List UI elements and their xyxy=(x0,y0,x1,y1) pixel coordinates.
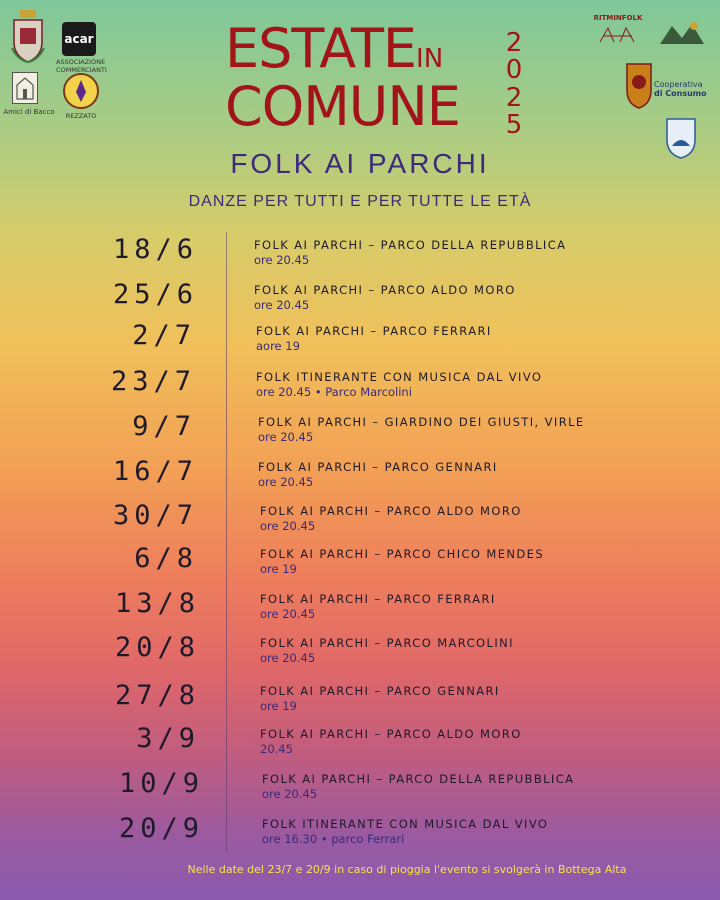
cooperativa-line2: di Consumo xyxy=(654,89,707,98)
event-title: FOLK AI PARCHI – PARCO MARCOLINI xyxy=(260,636,514,650)
main-title xyxy=(225,17,460,138)
event-date: 10/9 xyxy=(118,768,204,799)
event-date: 13/8 xyxy=(114,588,200,619)
event-title: FOLK AI PARCHI – PARCO FERRARI xyxy=(256,324,492,338)
amici-di-bacco-logo xyxy=(12,72,38,104)
event-date: 30/7 xyxy=(112,500,198,531)
crest-badge-logo xyxy=(624,60,654,110)
amici-di-bacco-label: Amici di Bacco xyxy=(3,108,55,116)
event-date: 3/9 xyxy=(136,723,200,754)
event-time: ore 20.45 xyxy=(258,430,314,444)
event-title: FOLK AI PARCHI – PARCO DELLA REPUBBLICA xyxy=(262,772,575,786)
acar-logo: acar xyxy=(62,22,96,56)
cooperativa-line1: Cooperativa xyxy=(654,80,703,89)
event-time: 20.45 xyxy=(260,742,293,756)
tagline: DANZE PER TUTTI E PER TUTTE LE ETÀ xyxy=(188,193,532,210)
event-time: ore 20.45 • Parco Marcolini xyxy=(256,385,412,399)
associazione-logo xyxy=(654,16,710,48)
event-time: aore 19 xyxy=(256,339,300,353)
divider-line xyxy=(226,232,227,852)
cooperativa-logo xyxy=(654,80,710,98)
event-title: FOLK ITINERANTE CON MUSICA DAL VIVO xyxy=(262,817,549,831)
event-time: ore 20.45 xyxy=(260,651,316,665)
rezzato-label: REZZATO xyxy=(65,112,97,120)
year-digit: 0 xyxy=(505,55,523,86)
scout-emblem-logo xyxy=(62,72,100,110)
year-digit: 5 xyxy=(505,109,523,140)
year-digit: 2 xyxy=(505,82,523,113)
event-date: 16/7 xyxy=(112,456,198,487)
event-time: ore 20.45 xyxy=(262,787,318,801)
event-time: ore 20.45 xyxy=(258,475,314,489)
event-title: FOLK AI PARCHI – PARCO GENNARI xyxy=(260,684,500,698)
title-in: IN xyxy=(416,44,444,74)
event-time: ore 20.45 xyxy=(260,519,316,533)
event-title: FOLK AI PARCHI – PARCO ALDO MORO xyxy=(260,504,522,518)
event-title: FOLK AI PARCHI – GIARDINO DEI GIUSTI, VIRLE xyxy=(258,415,585,429)
event-date: 20/8 xyxy=(114,632,200,663)
event-title: FOLK AI PARCHI – PARCO GENNARI xyxy=(258,460,498,474)
footer-note: Nelle date del 23/7 e 20/9 in caso di pioggia l'evento si svolgerà in Bottega Alta xyxy=(187,863,627,876)
event-time: ore 19 xyxy=(260,562,297,576)
event-title: FOLK AI PARCHI – PARCO FERRARI xyxy=(260,592,496,606)
title-estate: ESTATE xyxy=(225,17,417,80)
year-vertical xyxy=(496,30,532,139)
ritminfolk-dancers-icon xyxy=(594,24,642,44)
event-date: 18/6 xyxy=(112,234,198,265)
event-time: ore 20.45 xyxy=(260,607,316,621)
event-date: 2/7 xyxy=(132,320,196,351)
event-date: 6/8 xyxy=(134,543,198,574)
acar-subtitle: ASSOCIAZIONE COMMERCIANTI xyxy=(56,58,107,74)
year-digit: 2 xyxy=(505,28,523,58)
event-date: 9/7 xyxy=(132,411,196,442)
event-title: FOLK AI PARCHI – PARCO ALDO MORO xyxy=(260,727,522,741)
comune-crest-logo xyxy=(10,8,46,64)
event-title: FOLK AI PARCHI – PARCO CHICO MENDES xyxy=(260,547,545,561)
event-title: FOLK AI PARCHI – PARCO ALDO MORO xyxy=(254,283,516,297)
event-date: 25/6 xyxy=(112,279,198,310)
event-time: ore 19 xyxy=(260,699,297,713)
event-date: 27/8 xyxy=(114,680,200,711)
event-time: ore 20.45 xyxy=(254,253,310,267)
event-title: FOLK AI PARCHI – PARCO DELLA REPUBBLICA xyxy=(254,238,567,252)
event-date: 20/9 xyxy=(118,813,204,844)
event-time: ore 16.30 • parco Ferrari xyxy=(262,832,405,846)
event-date: 23/7 xyxy=(110,366,196,397)
title-comune: COMUNE xyxy=(225,75,460,138)
event-title: FOLK ITINERANTE CON MUSICA DAL VIVO xyxy=(256,370,543,384)
event-time: ore 20.45 xyxy=(254,298,310,312)
ritminfolk-logo: RITMINFOLK xyxy=(593,14,643,22)
subtitle: FOLK AI PARCHI xyxy=(230,148,490,179)
